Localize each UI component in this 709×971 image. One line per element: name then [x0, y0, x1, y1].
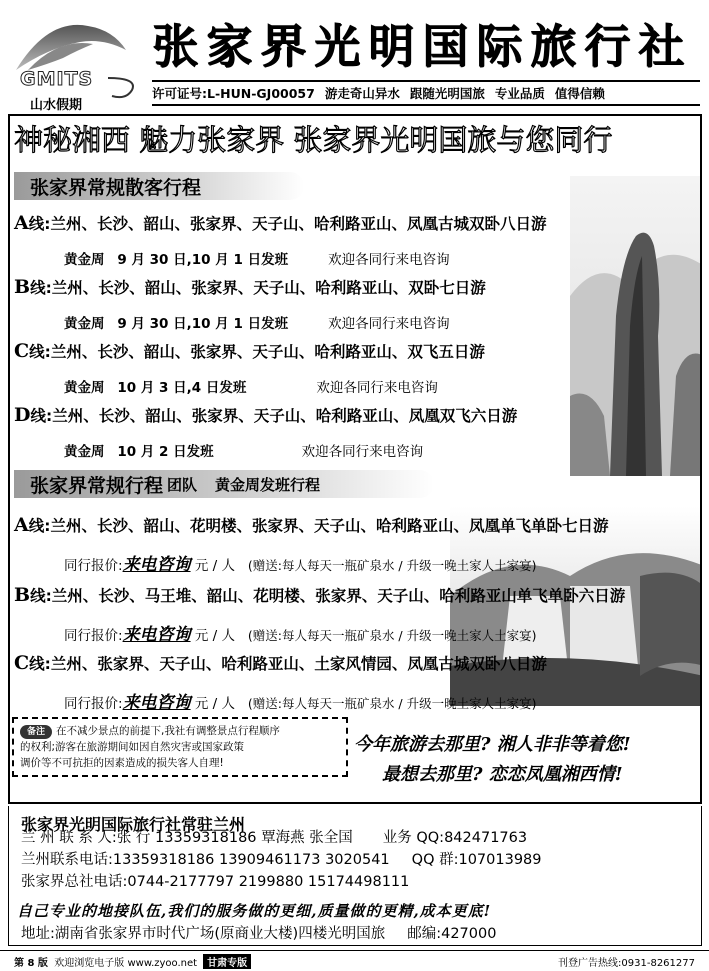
route-tag: B — [14, 276, 31, 298]
main-content-frame — [8, 114, 702, 804]
footer — [0, 950, 709, 971]
route-line-b — [14, 276, 486, 298]
notice-line-2: 的权利;游客在旅游期间如因自然灾害或国家政策 — [20, 741, 245, 753]
route-tag: C — [14, 652, 30, 674]
contact-row-address — [21, 922, 496, 943]
route-text: 兰州、长沙、韶山、张家界、天子山、哈利路亚山、双卧七日游 — [51, 279, 486, 297]
gift-note: (赠送:每人每天一瓶矿泉水 / 升级一晚土家人土家宴) — [247, 696, 537, 711]
section-banner-group-tours — [14, 470, 434, 498]
license-number: 许可证号:L-HUN-GJ00057 — [152, 86, 315, 101]
mountain-peak-photo — [570, 176, 702, 476]
notice-text-1: 在不减少景点的前提下,我社有调整景点行程顺序 — [56, 725, 280, 737]
departure-dates: 9 月 30 日,10 月 1 日发班 — [117, 252, 289, 268]
postcode-text: 邮编:427000 — [407, 926, 497, 942]
notice-line-1 — [20, 723, 340, 739]
address-text: 地址:湖南省张家界市时代广场(原商业大楼)四楼光明国旅 — [21, 926, 386, 942]
contact-label: 兰州联系电话: — [21, 852, 113, 868]
route-text: 兰州、长沙、韶山、张家界、天子山、哈利路亚山、双飞五日游 — [50, 343, 485, 361]
gift-note: (赠送:每人每天一瓶矿泉水 / 升级一晚土家人土家宴) — [247, 558, 537, 573]
contact-value: 13359318186 13909461173 3020541 — [112, 852, 390, 868]
route-suffix: 线: — [30, 279, 52, 297]
price-unit: 元 / 人 — [194, 696, 235, 712]
ad-hotline: 刊登广告热线:0931-8261277 — [558, 957, 695, 969]
gift-note: (赠送:每人每天一瓶矿泉水 / 升级一晚土家人土家宴) — [247, 628, 537, 643]
group-route-price-a — [64, 550, 537, 575]
contact-value: 张 行 13359318186 覃海燕 张全国 — [116, 830, 353, 846]
price-label: 同行报价: — [64, 558, 123, 574]
route-text: 兰州、张家界、天子山、哈利路亚山、土家风情园、凤凰古城双卧八日游 — [50, 655, 547, 673]
tagline-4: 值得信赖 — [554, 86, 605, 101]
golden-week-label: 黄金周 — [64, 444, 105, 460]
consult-note: 欢迎各同行来电咨询 — [316, 380, 438, 396]
departure-dates: 9 月 30 日,10 月 1 日发班 — [117, 316, 289, 332]
route-tag: A — [14, 212, 29, 234]
logo-brand-text: GMITS — [20, 68, 94, 90]
price-call-text: 来电咨询 — [122, 555, 191, 575]
contact-block — [8, 806, 702, 946]
contact-qq: 业务 QQ:842471763 — [382, 830, 528, 846]
contact-qq-group: QQ 群:107013989 — [411, 852, 542, 868]
route-text: 兰州、长沙、韶山、张家界、天子山、哈利路亚山、凤凰古城双卧八日游 — [50, 215, 547, 233]
tagline-3: 专业品质 — [494, 86, 545, 101]
route-suffix: 线: — [29, 343, 51, 361]
route-suffix: 线: — [30, 407, 53, 425]
departure-dates: 10 月 3 日,4 日发班 — [117, 380, 247, 396]
page-number: 第 8 版 — [14, 957, 48, 969]
company-motto: 自己专业的地接队伍,我们的服务做的更细,质量做的更精,成本更底! — [17, 902, 492, 920]
group-route-line-b — [14, 584, 625, 606]
contact-row-hq — [21, 870, 409, 891]
golden-week-label: 黄金周 — [64, 316, 105, 332]
mountain-logo-icon — [8, 8, 143, 108]
price-call-text: 来电咨询 — [122, 625, 191, 645]
contact-title: 张家界光明国际旅行社常驻兰州 — [21, 815, 246, 834]
header — [0, 0, 709, 112]
route-line-c — [14, 340, 485, 362]
section-title-extra: 黄金周发班行程 — [215, 475, 321, 494]
price-call-text: 来电咨询 — [122, 693, 191, 713]
route-text: 兰州、长沙、韶山、花明楼、张家界、天子山、哈利路亚山、凤凰单飞单卧七日游 — [50, 517, 609, 535]
group-route-price-b — [64, 620, 537, 645]
route-tag: D — [14, 404, 31, 426]
price-unit: 元 / 人 — [194, 558, 235, 574]
consult-note: 欢迎各同行来电咨询 — [301, 444, 424, 460]
consult-note: 欢迎各同行来电咨询 — [328, 252, 450, 268]
tagline-2: 跟随光明国旅 — [409, 86, 485, 101]
price-unit: 元 / 人 — [194, 628, 235, 644]
notice-line-3: 调价等不可抗拒的因素造成的损失客人自理! — [20, 757, 224, 769]
consult-note: 欢迎各同行来电咨询 — [328, 316, 450, 332]
script-slogan-2: 最想去那里? 恋恋凤凰湘西情! — [382, 764, 623, 785]
section-title-small: 团队 — [167, 475, 198, 494]
route-schedule-d — [64, 440, 423, 460]
contact-row-phones — [21, 848, 542, 869]
page-title: 张家界光明国际旅行社 — [152, 19, 692, 73]
contact-label: 兰 州 联 系 人: — [21, 830, 117, 846]
waterfall-photo — [450, 506, 702, 706]
edition-badge: 甘肃专版 — [203, 954, 251, 969]
route-line-a — [14, 212, 546, 234]
notice-box — [12, 717, 348, 777]
license-bar — [152, 80, 700, 106]
tagline-1: 游走奇山异水 — [324, 86, 400, 101]
golden-week-label: 黄金周 — [64, 252, 105, 268]
logo-subtitle: 山水假期 — [30, 98, 83, 113]
section-banner-regular-tours — [14, 172, 304, 200]
route-schedule-b — [64, 312, 450, 332]
route-schedule-a — [64, 248, 450, 268]
route-suffix: 线: — [29, 655, 51, 673]
route-tag: B — [14, 584, 31, 606]
contact-value: 0744-2177797 2199880 15174498111 — [127, 874, 410, 890]
price-label: 同行报价: — [64, 696, 123, 712]
route-text: 兰州、长沙、马王堆、韶山、花明楼、张家界、天子山、哈利路亚山单飞单卧六日游 — [51, 587, 626, 605]
welcome-text: 欢迎浏览电子版 www.zyoo.net — [54, 957, 198, 969]
route-tag: A — [14, 514, 29, 536]
script-slogan-1: 今年旅游去那里? 湘人非非等着您! — [354, 734, 631, 755]
route-suffix: 线: — [28, 215, 51, 233]
route-schedule-c — [64, 376, 438, 396]
group-route-price-c — [64, 688, 537, 713]
group-route-line-c — [14, 652, 547, 674]
golden-week-label: 黄金周 — [64, 380, 105, 396]
company-logo — [8, 8, 143, 113]
group-route-line-a — [14, 514, 608, 536]
contact-label: 张家界总社电话: — [21, 874, 128, 890]
route-text: 兰州、长沙、韶山、张家界、天子山、哈利路亚山、凤凰双飞六日游 — [52, 407, 518, 425]
notice-badge: 备注 — [20, 725, 52, 739]
slogan: 神秘湘西 魅力张家界 张家界光明国旅与您同行 — [14, 123, 613, 157]
contact-row-people — [21, 826, 527, 847]
departure-dates: 10 月 2 日发班 — [117, 444, 214, 460]
route-suffix: 线: — [30, 587, 52, 605]
route-tag: C — [14, 340, 30, 362]
route-suffix: 线: — [28, 517, 51, 535]
section-title: 张家界常规散客行程 — [30, 176, 202, 199]
route-line-d — [14, 404, 517, 426]
section-title: 张家界常规行程 — [30, 474, 164, 497]
price-label: 同行报价: — [64, 628, 123, 644]
